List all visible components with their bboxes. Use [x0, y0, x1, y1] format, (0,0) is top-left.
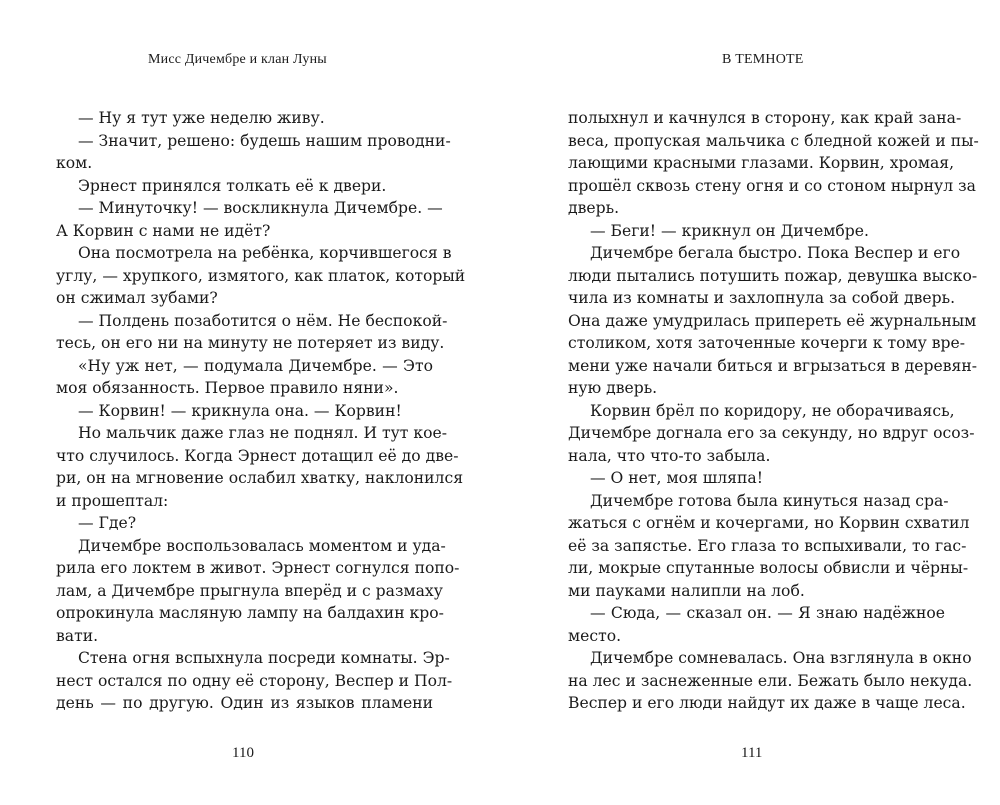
text-line: вати.: [56, 626, 99, 645]
text-line: день — по другую. Один из языков пламени: [56, 694, 433, 712]
text-line: опрокинула масляную лампу на балдахин кро-: [56, 604, 444, 622]
text-line: ри, он на мгновение ослабил хватку, наклонился: [56, 469, 464, 487]
text-line: — Корвин! — крикнула она. — Корвин!: [78, 401, 402, 420]
text-line: рила его локтем в живот. Эрнест согнулся попо-: [56, 559, 460, 577]
text-line: «Ну уж нет, — подумала Дичембре. — Это: [78, 356, 433, 375]
text-line: Она даже умудрилась припереть её журнальным: [568, 311, 977, 330]
text-line: место.: [568, 626, 622, 645]
text-line: жаться с огнём и кочергами, но Корвин схватил: [568, 514, 970, 532]
text-line: Дичембре готова была кинуться назад сра-: [590, 491, 949, 510]
text-line: веса, пропуская мальчика с бледной кожей и пы-: [568, 131, 979, 150]
text-line: Дичембре сомневалась. Она взглянула в окно: [590, 649, 972, 667]
text-line: лающими красными глазами. Корвин, хромая,: [568, 154, 955, 172]
body-text-left: [56, 107, 466, 715]
text-line: полыхнул и качнулся в сторону, как край зана-: [568, 109, 962, 127]
text-line: Дичембре бегала быстро. Пока Веспер и его: [590, 244, 961, 262]
right-page: [500, 0, 1000, 805]
text-line: тесь, он его ни на минуту не потеряет из виду.: [56, 334, 445, 352]
text-line: Стена огня вспыхнула посреди комнаты. Эр-: [78, 649, 450, 667]
text-line: — Где?: [78, 514, 137, 532]
text-line: — Ну я тут уже неделю живу.: [78, 109, 325, 127]
text-line: он сжимал зубами?: [56, 289, 218, 307]
text-line: прошёл сквозь стену огня и со стоном нырнул за: [568, 176, 976, 195]
running-head-right: В ТЕМНОТЕ: [722, 52, 804, 67]
text-line: Она посмотрела на ребёнка, корчившегося в: [78, 244, 452, 262]
running-head-left: Мисс Дичембре и клан Луны: [148, 52, 327, 67]
text-line: — Сюда, — сказал он. — Я знаю надёжное: [590, 604, 945, 622]
page-number-right: 111: [741, 745, 763, 761]
text-line: Дичембре догнала его за секунду, но вдруг осоз-: [568, 424, 975, 442]
text-line: Корвин брёл по коридору, не оборачиваясь,: [590, 401, 955, 420]
text-line: — Минуточку! — воскликнула Дичембре. —: [78, 199, 443, 217]
text-line: Эрнест принялся толкать её к двери.: [78, 176, 387, 195]
text-line: на лес и заснеженные ели. Бежать было некуда.: [568, 671, 973, 690]
text-line: чила из комнаты и захлопнула за собой дверь.: [568, 289, 956, 307]
text-line: Но мальчик даже глаз не поднял. И тут кое-: [78, 424, 448, 442]
text-line: нест остался по одну её сторону, Веспер и Пол-: [56, 671, 453, 690]
text-line: нала, что что-то забыла.: [568, 446, 771, 465]
text-line: ми пауками налипли на лоб.: [568, 581, 805, 600]
text-line: А Корвин с нами не идёт?: [56, 221, 271, 240]
text-line: лам, а Дичембре прыгнула вперёд и с размаху: [56, 581, 443, 600]
text-line: ком.: [56, 154, 93, 172]
page-number-left: 110: [232, 745, 254, 761]
text-line: ли, мокрые спутанные волосы обвисли и чёрны-: [568, 559, 969, 577]
text-line: люди пытались потушить пожар, девушка выско-: [568, 266, 978, 285]
body-text-right: [568, 107, 979, 715]
text-line: — Полдень позаботится о нём. Не беспокой-: [78, 311, 448, 330]
text-line: — О нет, моя шляпа!: [590, 469, 763, 487]
text-line: что случилось. Когда Эрнест дотащил её до две-: [56, 446, 459, 465]
text-line: моя обязанность. Первое правило няни».: [56, 379, 399, 397]
text-line: углу, — хрупкого, измятого, как платок, который: [56, 266, 466, 285]
text-line: и прошептал:: [56, 491, 169, 510]
text-line: столиком, хотя заточенные кочерги к тому вре-: [568, 334, 965, 352]
text-line: ную дверь.: [568, 379, 658, 397]
text-line: её за запястье. Его глаза то вспыхивали, то гас-: [568, 536, 967, 555]
text-line: Дичембре воспользовалась моментом и уда-: [78, 536, 446, 555]
text-line: — Беги! — крикнул он Дичембре.: [590, 221, 869, 240]
text-line: дверь.: [568, 199, 620, 217]
text-line: мени уже начали биться и вгрызаться в деревян-: [568, 356, 977, 375]
text-line: — Значит, решено: будешь нашим проводни-: [78, 131, 451, 150]
text-line: Веспер и его люди найдут их даже в чаще леса.: [568, 694, 966, 712]
